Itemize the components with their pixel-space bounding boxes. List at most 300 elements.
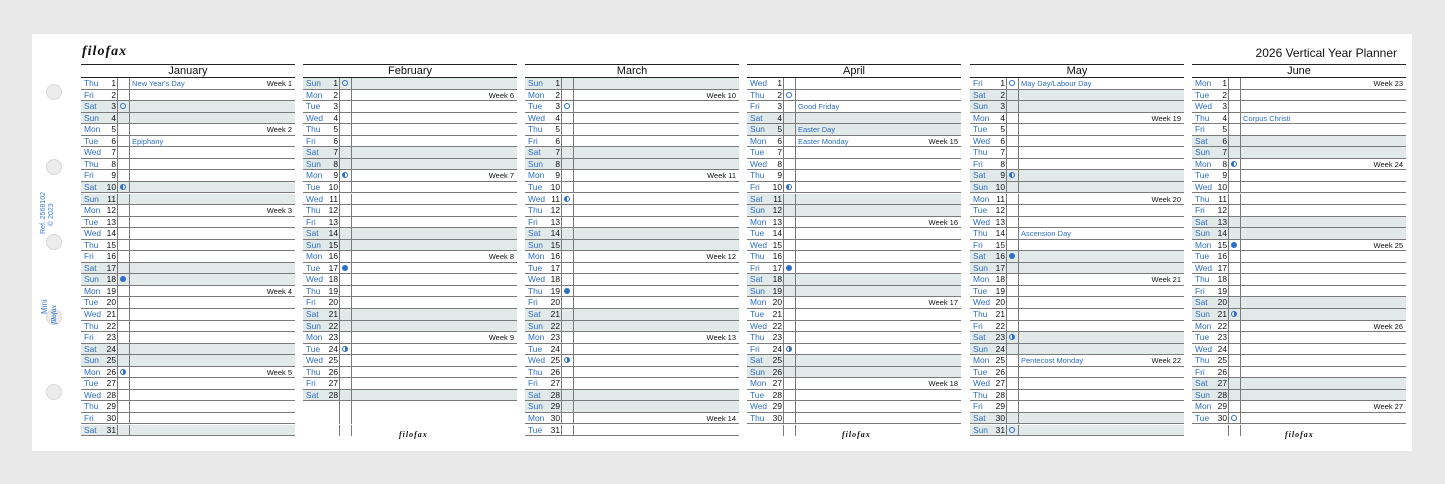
day-number: 15 — [995, 239, 1005, 250]
day-of-week: Fri — [84, 332, 94, 343]
day-number: 13 — [1217, 216, 1227, 227]
holiday-label: Good Friday — [798, 102, 840, 112]
day-number: 21 — [106, 309, 116, 319]
day-row — [970, 413, 1184, 425]
moon-phase-new-icon — [342, 80, 348, 86]
holiday-label: Corpus Christi — [1243, 113, 1291, 123]
day-number: 26 — [550, 366, 560, 377]
day-number: 13 — [772, 216, 782, 227]
day-number: 2 — [1222, 89, 1227, 100]
day-of-week: Wed — [973, 378, 991, 389]
week-number: Week 17 — [928, 298, 958, 308]
day-of-week: Tue — [306, 101, 321, 112]
day-of-week: Thu — [84, 158, 99, 169]
holiday-label: New Year's Day — [132, 79, 185, 88]
day-of-week: Sat — [1195, 297, 1208, 308]
moon-phase-new-icon — [1009, 427, 1015, 433]
day-number: 4 — [1222, 112, 1227, 123]
day-of-week: Thu — [528, 124, 543, 135]
day-row — [747, 274, 961, 286]
day-number: 4 — [1000, 112, 1005, 123]
day-row — [970, 228, 1184, 240]
day-of-week: Thu — [973, 147, 988, 158]
moon-phase-fq-icon — [564, 357, 570, 363]
day-row — [1192, 355, 1406, 367]
day-of-week: Fri — [84, 412, 94, 423]
day-number: 11 — [329, 193, 338, 204]
day-number: 1 — [111, 78, 116, 88]
day-row — [81, 240, 295, 252]
holiday-label: Ascension Day — [1021, 229, 1072, 239]
day-number: 9 — [555, 170, 560, 181]
day-row — [303, 78, 517, 90]
day-row — [1192, 286, 1406, 298]
day-of-week: Tue — [1195, 170, 1210, 181]
day-row — [970, 217, 1184, 229]
day-row — [81, 251, 295, 263]
day-of-week: Sun — [84, 274, 99, 285]
day-row — [1192, 378, 1406, 390]
week-number: Week 24 — [1373, 159, 1403, 169]
day-number: 11 — [773, 193, 782, 204]
day-row — [303, 136, 517, 148]
day-of-week: Sun — [973, 343, 988, 354]
day-number: 26 — [995, 366, 1005, 377]
day-number: 12 — [995, 205, 1005, 216]
day-of-week: Tue — [750, 147, 765, 158]
day-row — [303, 355, 517, 367]
day-row — [303, 286, 517, 298]
day-row — [525, 413, 739, 425]
week-number: Week 13 — [706, 333, 736, 343]
day-of-week: Mon — [1195, 158, 1212, 169]
day-row — [303, 390, 517, 402]
day-row — [303, 263, 517, 275]
day-of-week: Sat — [84, 262, 97, 273]
day-of-week: Sun — [306, 320, 321, 331]
day-of-week: Mon — [750, 216, 767, 227]
day-of-week: Tue — [1195, 412, 1210, 423]
day-number: 24 — [550, 343, 560, 354]
day-number: 1 — [333, 78, 338, 88]
day-of-week: Sat — [306, 309, 319, 319]
punch-hole — [46, 84, 62, 100]
day-number: 19 — [328, 285, 338, 296]
day-of-week: Fri — [528, 135, 538, 146]
day-number: 22 — [995, 320, 1005, 331]
day-of-week: Sun — [973, 101, 988, 112]
day-number: 15 — [106, 239, 116, 250]
day-number: 18 — [1217, 274, 1227, 285]
moon-phase-new-icon — [786, 92, 792, 98]
day-number: 30 — [550, 412, 560, 423]
day-of-week: Tue — [528, 181, 543, 192]
day-number: 25 — [328, 355, 338, 366]
day-of-week: Mon — [750, 135, 767, 146]
day-row — [303, 367, 517, 379]
week-number: Week 6 — [488, 90, 514, 100]
week-number: Week 15 — [928, 136, 958, 146]
day-of-week: Thu — [973, 228, 988, 239]
day-row — [1192, 159, 1406, 171]
day-number: 16 — [1217, 251, 1227, 262]
day-of-week: Sun — [84, 193, 99, 204]
day-of-week: Tue — [528, 424, 543, 435]
month-header: February — [303, 64, 517, 78]
day-row — [303, 321, 517, 333]
day-number: 7 — [1000, 147, 1005, 158]
day-row — [747, 228, 961, 240]
day-of-week: Thu — [528, 285, 543, 296]
day-of-week: Sat — [306, 228, 319, 239]
day-row — [303, 344, 517, 356]
month-header: March — [525, 64, 739, 78]
day-number: 5 — [1000, 124, 1005, 135]
day-row — [525, 321, 739, 333]
day-number: 17 — [106, 262, 116, 273]
day-number: 5 — [111, 124, 116, 135]
day-of-week: Fri — [750, 101, 760, 112]
day-number: 1 — [777, 78, 782, 88]
day-row — [970, 159, 1184, 171]
day-of-week: Mon — [306, 332, 323, 343]
moon-phase-new-icon — [1231, 415, 1237, 421]
day-of-week: Tue — [528, 262, 543, 273]
moon-phase-fq-icon — [1009, 334, 1015, 340]
moon-phase-fq-icon — [120, 369, 126, 375]
day-row — [970, 205, 1184, 217]
day-of-week: Sat — [750, 274, 763, 285]
day-of-week: Mon — [973, 193, 990, 204]
day-row — [970, 274, 1184, 286]
day-number: 25 — [550, 355, 560, 366]
day-number: 8 — [111, 158, 116, 169]
day-of-week: Tue — [84, 378, 99, 389]
week-number: Week 3 — [266, 206, 292, 216]
day-row — [1192, 321, 1406, 333]
day-row — [525, 355, 739, 367]
moon-phase-lq-icon — [564, 196, 570, 202]
day-number: 12 — [106, 205, 116, 216]
moon-phase-fq-icon — [342, 346, 348, 352]
day-of-week: Sat — [84, 101, 97, 112]
day-row — [81, 159, 295, 171]
day-of-week: Tue — [973, 366, 988, 377]
day-row — [303, 240, 517, 252]
day-row — [747, 136, 961, 148]
day-row — [81, 228, 295, 240]
day-of-week: Mon — [1195, 320, 1212, 331]
day-number: 15 — [550, 239, 560, 250]
day-row — [747, 344, 961, 356]
day-number: 23 — [550, 332, 560, 343]
day-of-week: Sun — [306, 158, 321, 169]
day-number: 10 — [772, 181, 782, 192]
day-of-week: Sat — [528, 389, 541, 400]
day-number: 11 — [996, 193, 1005, 204]
day-row — [747, 240, 961, 252]
day-row — [81, 297, 295, 309]
day-row — [81, 425, 295, 437]
week-number: Week 4 — [266, 286, 292, 296]
day-row — [1192, 390, 1406, 402]
day-row — [81, 170, 295, 182]
day-number: 22 — [772, 320, 782, 331]
day-row — [970, 90, 1184, 102]
day-number: 27 — [1217, 378, 1227, 389]
day-number: 31 — [106, 424, 116, 435]
day-of-week: Wed — [973, 135, 991, 146]
month-column-june — [1192, 64, 1406, 423]
day-of-week: Sun — [306, 78, 321, 88]
day-row — [525, 124, 739, 136]
day-row — [1192, 101, 1406, 113]
day-number: 14 — [1217, 228, 1227, 239]
month-header: May — [970, 64, 1184, 78]
day-number: 10 — [995, 181, 1005, 192]
day-of-week: Thu — [84, 78, 99, 88]
month-column-march — [525, 64, 739, 435]
day-row — [747, 147, 961, 159]
day-of-week: Sat — [973, 89, 986, 100]
day-number: 3 — [1222, 101, 1227, 112]
day-row — [525, 390, 739, 402]
day-number: 17 — [772, 262, 782, 273]
day-row — [81, 286, 295, 298]
day-of-week: Mon — [528, 412, 545, 423]
day-row — [81, 78, 295, 90]
week-number: Week 25 — [1373, 240, 1403, 250]
day-row — [525, 182, 739, 194]
day-row — [81, 136, 295, 148]
day-of-week: Wed — [973, 216, 991, 227]
day-number: 3 — [111, 101, 116, 112]
day-number: 14 — [772, 228, 782, 239]
day-of-week: Sat — [1195, 378, 1208, 389]
day-of-week: Sat — [750, 355, 763, 366]
day-number: 28 — [1217, 389, 1227, 400]
day-row — [303, 378, 517, 390]
day-of-week: Sat — [1195, 216, 1208, 227]
day-of-week: Tue — [528, 343, 543, 354]
day-of-week: Fri — [973, 158, 983, 169]
week-number: Week 18 — [928, 379, 958, 389]
day-number: 25 — [995, 355, 1005, 366]
day-number: 23 — [772, 332, 782, 343]
day-of-week: Sat — [528, 147, 541, 158]
day-row — [81, 321, 295, 333]
day-of-week: Thu — [1195, 355, 1210, 366]
day-of-week: Thu — [973, 389, 988, 400]
day-row — [1192, 309, 1406, 321]
day-row — [81, 113, 295, 125]
day-row — [747, 355, 961, 367]
day-number: 12 — [772, 205, 782, 216]
day-of-week: Tue — [1195, 251, 1210, 262]
day-of-week: Tue — [1195, 332, 1210, 343]
empty-row — [303, 413, 517, 425]
day-of-week: Sun — [973, 181, 988, 192]
day-number: 26 — [106, 366, 116, 377]
day-row — [1192, 274, 1406, 286]
day-number: 1 — [555, 78, 560, 88]
day-of-week: Sat — [306, 389, 319, 400]
day-row — [81, 378, 295, 390]
day-of-week: Mon — [84, 366, 101, 377]
day-of-week: Mon — [306, 251, 323, 262]
day-of-week: Sun — [1195, 228, 1210, 239]
day-number: 9 — [1222, 170, 1227, 181]
day-row — [747, 90, 961, 102]
day-number: 13 — [550, 216, 560, 227]
day-number: 16 — [106, 251, 116, 262]
day-row — [747, 367, 961, 379]
side-reference — [40, 174, 64, 344]
day-number: 8 — [333, 158, 338, 169]
day-row — [303, 113, 517, 125]
day-number: 21 — [995, 309, 1005, 319]
day-number: 14 — [550, 228, 560, 239]
day-row — [81, 147, 295, 159]
day-of-week: Sun — [973, 262, 988, 273]
brand-logo: filofax — [82, 44, 128, 59]
day-row — [1192, 217, 1406, 229]
day-row — [1192, 113, 1406, 125]
day-of-week: Sun — [750, 366, 765, 377]
day-number: 6 — [777, 135, 782, 146]
month-column-january — [81, 64, 295, 435]
day-of-week: Sat — [84, 181, 97, 192]
day-of-week: Thu — [750, 332, 765, 343]
day-number: 16 — [772, 251, 782, 262]
day-row — [303, 194, 517, 206]
day-of-week: Tue — [306, 181, 321, 192]
day-of-week: Wed — [750, 239, 768, 250]
day-number: 18 — [772, 274, 782, 285]
day-of-week: Fri — [306, 297, 316, 308]
day-number: 22 — [1217, 320, 1227, 331]
day-row — [747, 113, 961, 125]
day-number: 23 — [995, 332, 1005, 343]
day-row — [303, 147, 517, 159]
day-row — [747, 205, 961, 217]
day-row — [525, 90, 739, 102]
side-ref-code: Ref. 2568102 — [40, 191, 47, 234]
day-number: 1 — [1000, 78, 1005, 88]
day-row — [747, 159, 961, 171]
day-of-week: Mon — [528, 170, 545, 181]
day-of-week: Mon — [1195, 78, 1212, 88]
day-row — [303, 159, 517, 171]
day-number: 2 — [1000, 89, 1005, 100]
day-row — [747, 378, 961, 390]
day-row — [970, 309, 1184, 321]
day-of-week: Thu — [750, 251, 765, 262]
day-row — [525, 147, 739, 159]
moon-phase-lq-icon — [1231, 161, 1237, 167]
day-of-week: Sun — [1195, 389, 1210, 400]
day-row — [747, 217, 961, 229]
day-of-week: Sat — [1195, 135, 1208, 146]
day-number: 15 — [772, 239, 782, 250]
day-number: 27 — [550, 378, 560, 389]
day-of-week: Mon — [84, 205, 101, 216]
day-number: 18 — [328, 274, 338, 285]
day-row — [525, 136, 739, 148]
day-number: 11 — [551, 193, 560, 204]
day-of-week: Thu — [306, 124, 321, 135]
day-of-week: Wed — [84, 389, 102, 400]
day-of-week: Thu — [528, 205, 543, 216]
day-number: 26 — [772, 366, 782, 377]
day-row — [970, 136, 1184, 148]
day-of-week: Sun — [84, 112, 99, 123]
day-number: 18 — [106, 274, 116, 285]
day-row — [970, 263, 1184, 275]
day-number: 31 — [995, 424, 1005, 435]
day-of-week: Wed — [528, 112, 546, 123]
day-row — [81, 217, 295, 229]
day-row — [81, 182, 295, 194]
day-number: 2 — [555, 89, 560, 100]
day-of-week: Sun — [528, 78, 543, 88]
day-number: 13 — [995, 216, 1005, 227]
day-number: 4 — [777, 112, 782, 123]
day-number: 6 — [333, 135, 338, 146]
day-of-week: Sun — [1195, 147, 1210, 158]
day-row — [970, 182, 1184, 194]
day-number: 5 — [777, 124, 782, 135]
moon-phase-new-icon — [1009, 80, 1015, 86]
day-of-week: Wed — [306, 274, 324, 285]
day-of-week: Fri — [84, 89, 94, 100]
day-number: 9 — [777, 170, 782, 181]
day-row — [747, 321, 961, 333]
day-of-week: Tue — [750, 389, 765, 400]
day-of-week: Mon — [528, 89, 545, 100]
day-row — [303, 228, 517, 240]
day-of-week: Tue — [84, 216, 99, 227]
day-number: 6 — [1222, 135, 1227, 146]
day-of-week: Mon — [306, 170, 323, 181]
day-row — [303, 309, 517, 321]
day-of-week: Wed — [306, 193, 324, 204]
day-row — [525, 251, 739, 263]
day-of-week: Tue — [973, 205, 988, 216]
day-of-week: Wed — [84, 147, 102, 158]
day-row — [970, 170, 1184, 182]
day-number: 29 — [550, 401, 560, 412]
day-of-week: Mon — [973, 112, 990, 123]
day-row — [303, 90, 517, 102]
side-ref-copyright: © 2023 — [48, 203, 55, 226]
moon-phase-new-icon — [120, 103, 126, 109]
day-number: 28 — [550, 389, 560, 400]
day-of-week: Sat — [973, 332, 986, 343]
day-row — [1192, 251, 1406, 263]
day-number: 22 — [106, 320, 116, 331]
day-number: 6 — [555, 135, 560, 146]
day-number: 14 — [106, 228, 116, 239]
day-number: 29 — [106, 401, 116, 412]
day-row — [970, 147, 1184, 159]
day-row — [747, 413, 961, 425]
day-row — [81, 309, 295, 321]
day-row — [81, 413, 295, 425]
day-of-week: Mon — [306, 89, 323, 100]
day-number: 9 — [333, 170, 338, 181]
day-of-week: Fri — [528, 378, 538, 389]
